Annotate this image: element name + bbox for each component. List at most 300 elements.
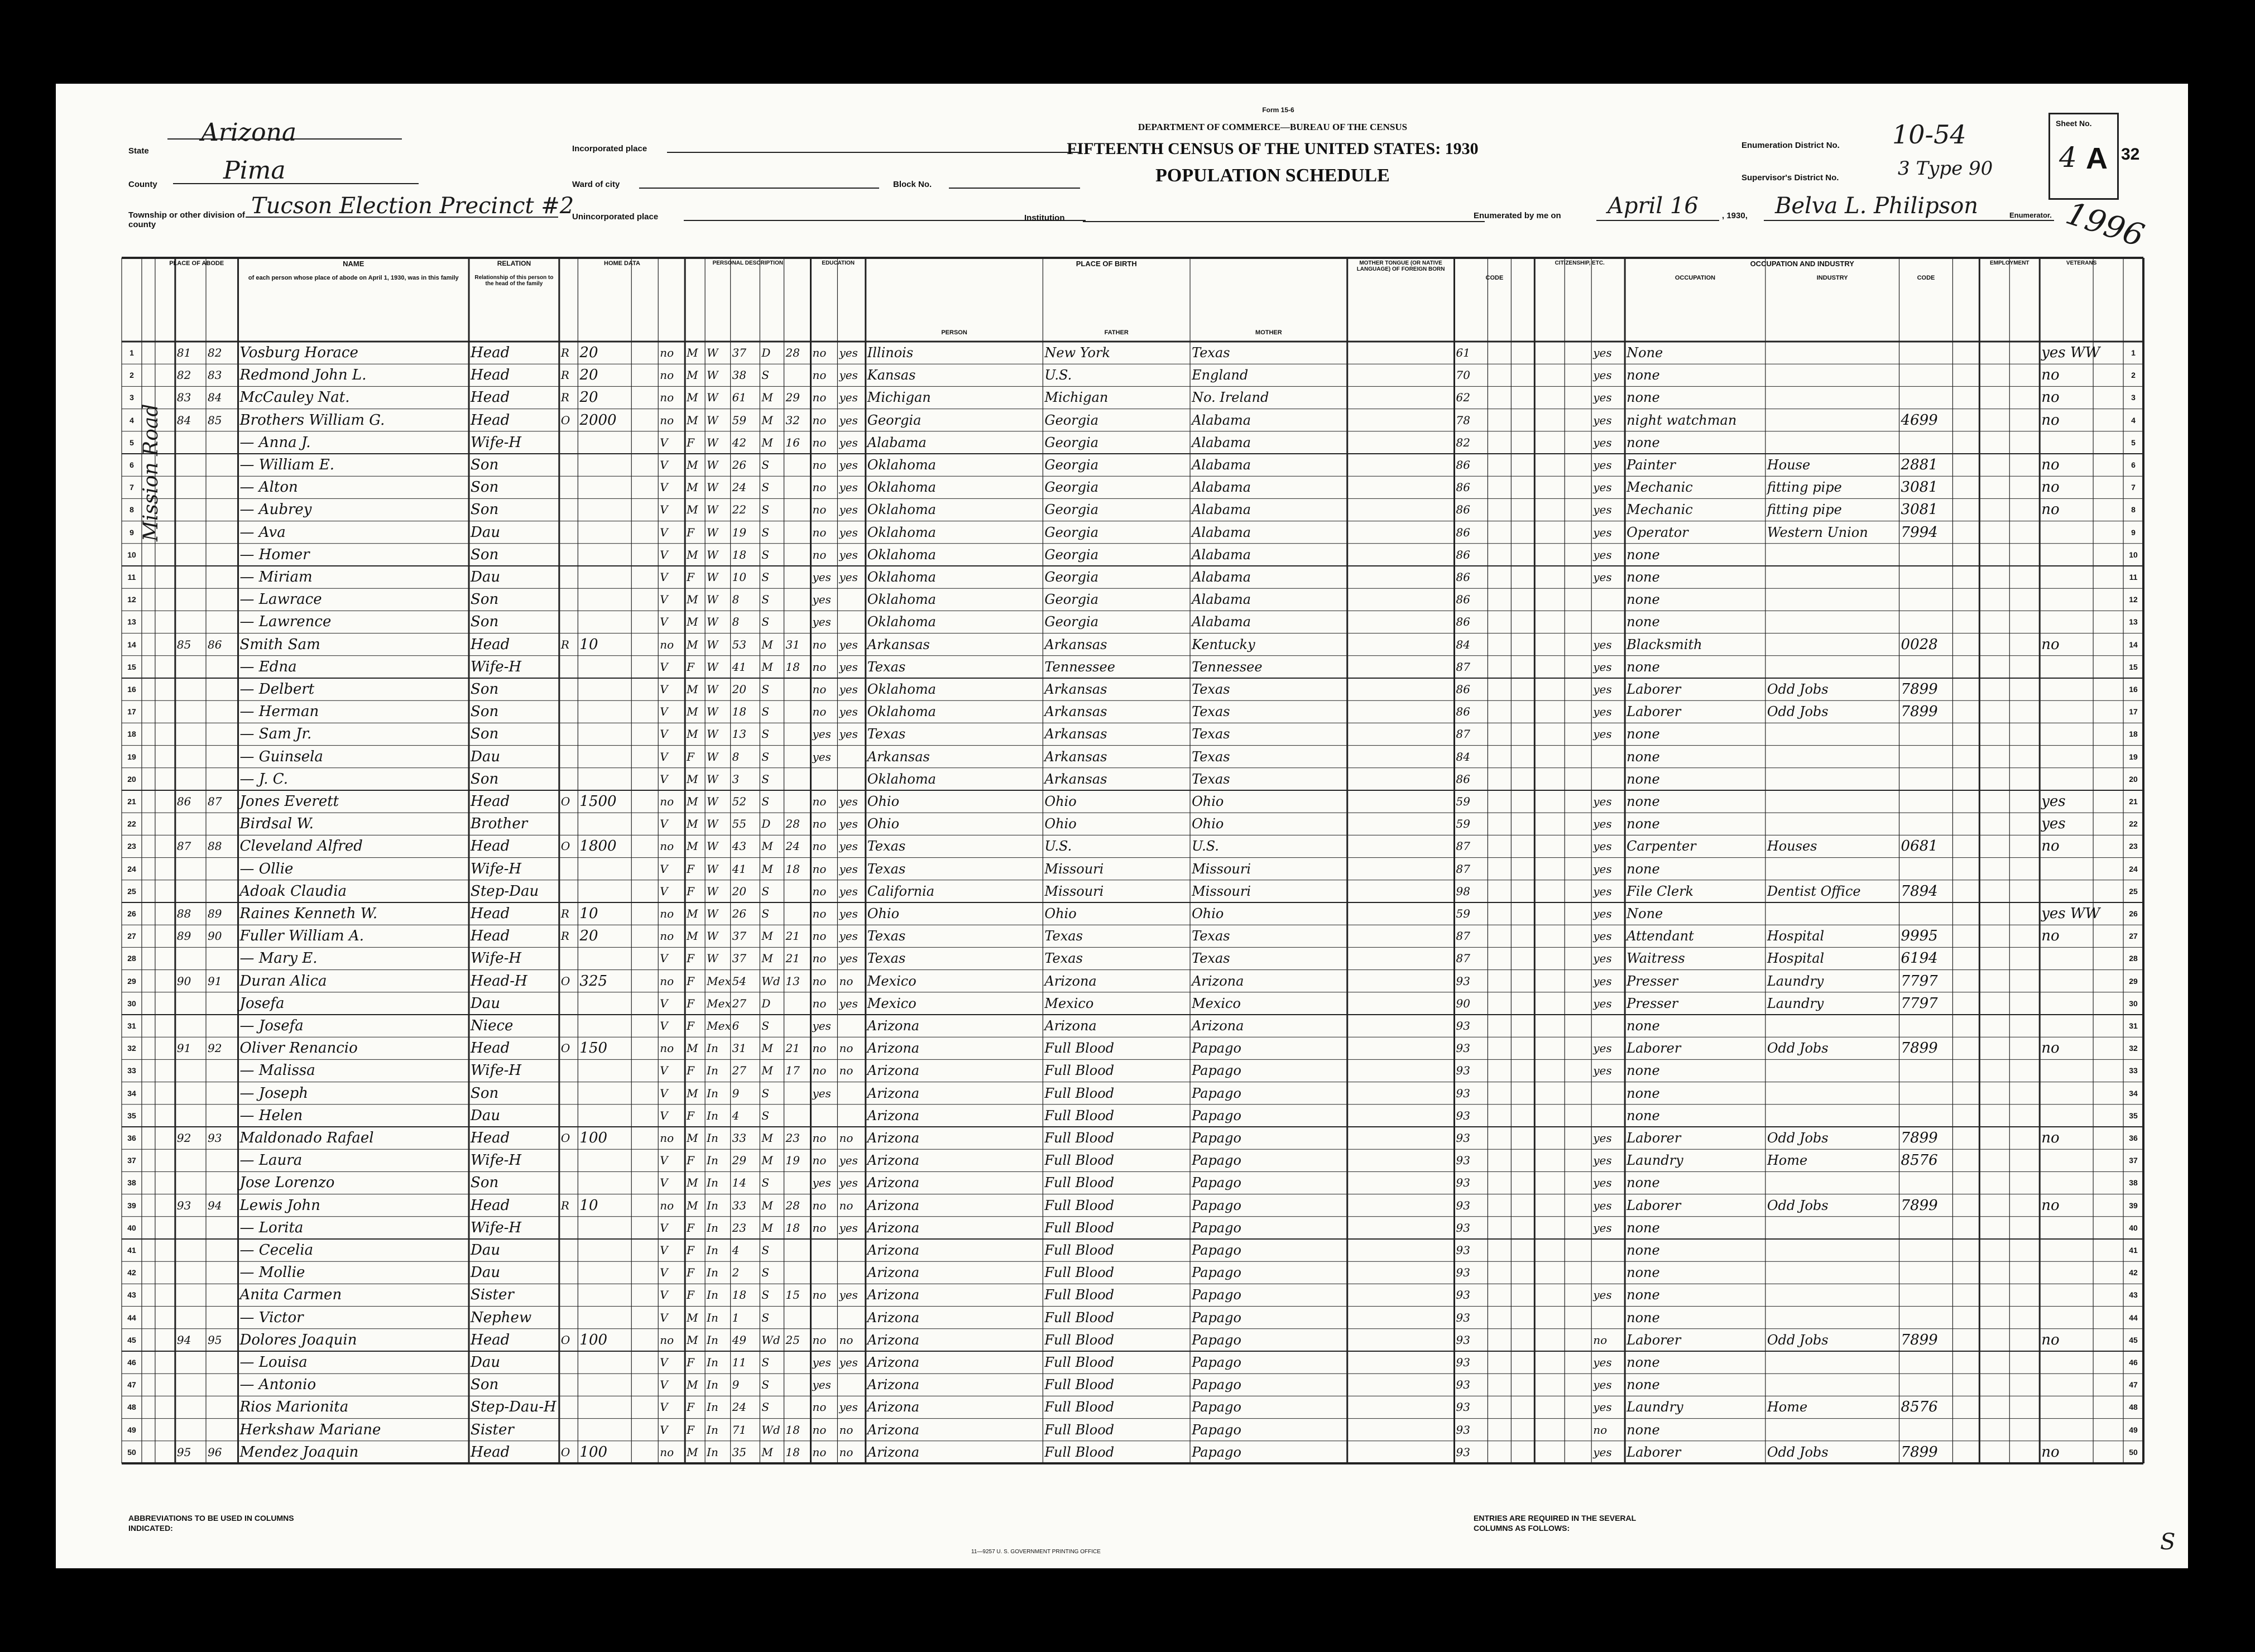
row-number-left: 15 <box>127 662 136 671</box>
cell-bp: Oklahoma <box>867 569 936 585</box>
cell-bp: Oklahoma <box>867 457 936 473</box>
row-number-right: 7 <box>2131 483 2136 492</box>
cell-name: Cleveland Alfred <box>239 838 363 855</box>
cell-fbp: Mexico <box>1044 995 1094 1011</box>
cell-vet: yes <box>2041 793 2066 810</box>
cell-occ: Laborer <box>1627 1332 1681 1348</box>
cell-rel: Dau <box>471 748 501 765</box>
cell-occ: none <box>1627 659 1660 675</box>
cell-name: Adoak Claudia <box>239 882 347 900</box>
cell-en: yes <box>1593 727 1612 741</box>
cell-fbp: New York <box>1044 345 1110 361</box>
row-number-left: 1 <box>129 348 134 357</box>
cell-farm: V <box>660 570 668 584</box>
row-number-right: 2 <box>2131 371 2136 380</box>
cell-sex: F <box>687 660 695 674</box>
cell-name: — Ollie <box>239 860 294 877</box>
cell-fbp: Michigan <box>1044 390 1109 406</box>
cell-race: In <box>707 1131 718 1145</box>
cell-agem: 19 <box>785 1154 800 1168</box>
cell-ms: S <box>761 458 770 472</box>
row-number-right: 48 <box>2129 1403 2138 1412</box>
cell-sex: M <box>687 593 698 607</box>
cell-val <box>579 1261 631 1284</box>
cell-vet: no <box>2041 928 2060 945</box>
cell-own: R <box>560 1198 569 1212</box>
cell-en <box>1593 1239 1624 1261</box>
cell-rel: Dau <box>471 1242 501 1259</box>
cell-sch: yes <box>812 750 831 763</box>
cell-mbp: Texas <box>1192 748 1230 765</box>
cell-ind <box>1767 1171 1899 1194</box>
cell-race: W <box>707 525 718 539</box>
cell-sex: F <box>687 1400 695 1414</box>
cell-sex: M <box>687 458 698 472</box>
cell-agem: 21 <box>785 952 800 966</box>
cell-en: yes <box>1593 570 1612 584</box>
cell-own: O <box>560 1131 570 1145</box>
cell-sch: yes <box>812 615 831 629</box>
cell-race: In <box>707 1400 718 1414</box>
cell-age: 54 <box>732 974 747 988</box>
row-number-left: 9 <box>129 527 134 537</box>
cell-occ: none <box>1627 816 1660 832</box>
cell-vet <box>2041 1217 2093 1239</box>
cell-age: 59 <box>732 413 747 427</box>
row-number-left: 10 <box>127 550 136 559</box>
cell-vet <box>2041 1351 2093 1374</box>
row-number-right: 34 <box>2129 1088 2138 1098</box>
cell-dw <box>177 431 205 454</box>
cell-oc <box>1901 588 1952 611</box>
row-number-right: 21 <box>2129 797 2138 806</box>
cell-oc <box>1901 1239 1952 1261</box>
cell-farm: V <box>660 1356 668 1369</box>
cell-fbp: Georgia <box>1044 434 1099 450</box>
cell-sch: no <box>812 660 827 674</box>
cell-age: 41 <box>732 660 747 674</box>
cell-agem <box>786 454 810 476</box>
cell-age: 4 <box>732 1108 740 1122</box>
cell-mbp: Ohio <box>1192 906 1224 921</box>
cell-dw <box>177 544 205 566</box>
cell-fbp: Full Blood <box>1044 1399 1115 1415</box>
row-number-left: 12 <box>127 595 136 604</box>
cell-ms: S <box>761 727 770 741</box>
cell-age: 33 <box>732 1131 747 1145</box>
row-number-left: 22 <box>127 819 136 829</box>
cell-bp: Arizona <box>867 1399 920 1415</box>
cell-rel: Son <box>471 770 499 787</box>
row-number-right: 49 <box>2129 1425 2138 1434</box>
cell-rd: yes <box>839 481 858 494</box>
cell-own <box>561 1284 578 1306</box>
row-number-left: 43 <box>127 1290 136 1300</box>
cell-occ: File Clerk <box>1627 883 1694 899</box>
cell-agem <box>786 1351 810 1374</box>
cell-farm: no <box>660 1041 674 1055</box>
cell-val: 150 <box>579 1040 608 1057</box>
row-number-left: 34 <box>127 1088 136 1098</box>
cell-fbp: Georgia <box>1044 479 1099 496</box>
cell-name: Brothers William G. <box>239 411 385 429</box>
cell-code: 93 <box>1456 1243 1470 1257</box>
cell-own <box>561 723 578 745</box>
cell-race: In <box>707 1423 718 1437</box>
row-number-right: 45 <box>2129 1335 2138 1344</box>
cell-fbp: Georgia <box>1044 592 1099 608</box>
cell-own <box>561 700 578 723</box>
cell-mbp: Papago <box>1192 1444 1241 1460</box>
cell-val: 10 <box>579 636 598 653</box>
cell-ind <box>1767 1082 1899 1104</box>
cell-mbp: Papago <box>1192 1265 1241 1281</box>
cell-age: 42 <box>732 435 747 449</box>
cell-rd <box>839 1307 865 1329</box>
cell-en: yes <box>1593 817 1612 831</box>
cell-code: 93 <box>1456 1064 1470 1078</box>
cell-en: yes <box>1593 929 1612 943</box>
cell-dw <box>177 1374 205 1396</box>
cell-agem <box>786 1307 810 1329</box>
cell-occ: Laborer <box>1627 1130 1681 1146</box>
cell-race: W <box>707 952 718 966</box>
cell-en: yes <box>1593 525 1612 539</box>
cell-agem: 18 <box>785 862 800 876</box>
cell-en: yes <box>1593 503 1612 517</box>
cell-rd: yes <box>839 503 858 517</box>
cell-name: — Guinsela <box>239 748 323 765</box>
cell-ind <box>1767 790 1899 813</box>
cell-rd <box>839 1239 865 1261</box>
cell-agem <box>786 588 810 611</box>
cell-fbp: Full Blood <box>1044 1332 1115 1348</box>
cell-dw: 95 <box>176 1445 191 1459</box>
cell-sch: yes <box>812 593 831 607</box>
cell-bp: Texas <box>867 838 906 854</box>
cell-rd: yes <box>839 637 858 651</box>
cell-bp: Arizona <box>867 1444 920 1460</box>
cell-fam <box>208 813 238 835</box>
cell-own <box>561 611 578 633</box>
cell-age: 20 <box>732 884 747 898</box>
header-occupation: OCCUPATION <box>1675 275 1716 281</box>
row-number-right: 15 <box>2129 662 2138 671</box>
cell-fbp: Full Blood <box>1044 1287 1115 1303</box>
cell-dw <box>177 1059 205 1082</box>
cell-sch: no <box>812 458 827 472</box>
cell-own: R <box>560 907 569 920</box>
cell-sch: no <box>812 996 827 1010</box>
cell-ind <box>1767 588 1899 611</box>
cell-sex: F <box>687 1108 695 1122</box>
cell-fbp: Arizona <box>1044 973 1097 989</box>
cell-rd: no <box>839 1198 853 1212</box>
cell-race: In <box>707 1154 718 1168</box>
cell-occ: none <box>1627 861 1660 877</box>
cell-rel: Head <box>471 793 510 810</box>
cell-oc <box>1901 386 1952 409</box>
cell-sex: F <box>687 1243 695 1257</box>
cell-race: In <box>707 1333 718 1347</box>
cell-occ: Carpenter <box>1627 838 1696 854</box>
cell-farm: V <box>660 1266 668 1280</box>
cell-rel: Nephew <box>471 1309 532 1326</box>
cell-vet <box>2041 700 2093 723</box>
cell-occ: none <box>1627 726 1660 742</box>
cell-race: W <box>707 839 718 853</box>
cell-code: 86 <box>1456 683 1470 696</box>
cell-ms: S <box>761 884 770 898</box>
cell-ms: S <box>761 1400 770 1414</box>
cell-oc <box>1901 1059 1952 1082</box>
cell-ind: Home <box>1767 1399 1808 1415</box>
cell-sex: F <box>687 1154 695 1168</box>
sheet-number: 4 <box>2059 141 2077 174</box>
cell-ms: M <box>761 413 773 427</box>
row-number-left: 2 <box>129 371 134 380</box>
cell-rel: Wife-H <box>471 950 522 967</box>
row-number-left: 35 <box>127 1111 136 1120</box>
row-number-left: 45 <box>127 1335 136 1344</box>
cell-race: W <box>707 795 718 808</box>
cell-agem <box>786 1104 810 1127</box>
cell-code: 93 <box>1456 1154 1470 1168</box>
cell-own <box>561 1351 578 1374</box>
cell-vet: no <box>2041 838 2060 855</box>
cell-ms: S <box>761 1019 770 1032</box>
cell-rd: yes <box>839 929 858 943</box>
cell-sch: no <box>812 1041 827 1055</box>
cell-farm: V <box>660 727 668 741</box>
cell-dw <box>177 1307 205 1329</box>
cell-oc: 7899 <box>1901 703 1938 721</box>
cell-en: no <box>1593 1423 1608 1437</box>
row-number-left: 19 <box>127 752 136 761</box>
cell-ms: S <box>761 1310 770 1324</box>
institution-label: Institution <box>1024 213 1065 223</box>
cell-en: yes <box>1593 1288 1612 1302</box>
cell-rd: yes <box>839 570 858 584</box>
cell-age: 4 <box>732 1243 740 1257</box>
cell-vet: no <box>2041 457 2060 473</box>
cell-sex: M <box>687 727 698 741</box>
row-number-left: 50 <box>127 1447 136 1457</box>
cell-occ: none <box>1627 1175 1660 1191</box>
enumerated-date: April 16 <box>1608 193 1699 219</box>
cell-bp: Texas <box>867 861 906 877</box>
cell-own: R <box>560 391 569 405</box>
cell-vet <box>2041 588 2093 611</box>
cell-oc <box>1901 1374 1952 1396</box>
row-number-left: 18 <box>127 729 136 739</box>
cell-bp: Oklahoma <box>867 546 936 563</box>
cell-age: 27 <box>732 1064 747 1078</box>
cell-dw <box>177 880 205 902</box>
cell-agem: 29 <box>785 391 800 405</box>
cell-vet: no <box>2041 1197 2060 1214</box>
cell-fam <box>208 588 238 611</box>
cell-name: Anita Carmen <box>239 1286 342 1304</box>
entries-title: ENTRIES ARE REQUIRED IN THE SEVERAL COLUMNS AS FOLLOWS: <box>1474 1514 1636 1533</box>
cell-fam <box>208 1307 238 1329</box>
cell-rel: Dau <box>471 569 501 585</box>
cell-ind <box>1767 1239 1899 1261</box>
row-number-left: 20 <box>127 774 136 784</box>
row-number-right: 18 <box>2129 729 2138 739</box>
cell-name: — Mary E. <box>239 950 318 967</box>
cell-rel: Head <box>471 928 510 945</box>
cell-fam: 87 <box>208 795 222 808</box>
cell-ind <box>1767 723 1899 745</box>
cell-rd: yes <box>839 884 858 898</box>
cell-mbp: Papago <box>1192 1152 1241 1169</box>
cell-code: 93 <box>1456 1400 1470 1414</box>
cell-name: Jose Lorenzo <box>239 1174 335 1192</box>
cell-fam <box>208 544 238 566</box>
cell-own <box>561 1307 578 1329</box>
cell-bp: Ohio <box>867 794 900 809</box>
cell-ms: D <box>761 817 771 831</box>
row-number-left: 32 <box>127 1044 136 1053</box>
cell-code: 62 <box>1456 391 1470 405</box>
cell-val <box>579 588 631 611</box>
cell-name: Smith Sam <box>239 636 320 653</box>
cell-sex: M <box>687 772 698 786</box>
cell-farm: no <box>660 929 674 943</box>
cell-code: 59 <box>1456 907 1470 920</box>
row-number-right: 4 <box>2131 415 2136 425</box>
cell-dw <box>177 700 205 723</box>
cell-oc <box>1901 813 1952 835</box>
cell-fam: 96 <box>208 1445 222 1459</box>
cell-oc <box>1901 1307 1952 1329</box>
cell-en: yes <box>1593 1198 1612 1212</box>
cell-ind <box>1767 1059 1899 1082</box>
cell-en <box>1593 768 1624 790</box>
cell-vet <box>2041 1015 2093 1037</box>
cell-en: yes <box>1593 346 1612 359</box>
cell-ind <box>1767 364 1899 386</box>
row-number-left: 16 <box>127 685 136 694</box>
cell-fbp: Georgia <box>1044 457 1099 473</box>
cell-bp: Ohio <box>867 906 900 921</box>
row-number-left: 17 <box>127 707 136 717</box>
cell-en: yes <box>1593 481 1612 494</box>
cell-dw: 91 <box>176 1041 191 1055</box>
cell-farm: no <box>660 1131 674 1145</box>
cell-own: O <box>560 974 570 988</box>
cell-rel: Head <box>471 1040 510 1057</box>
cell-name: — Louisa <box>239 1354 308 1371</box>
cell-oc: 7899 <box>1901 681 1938 698</box>
cell-ind: Odd Jobs <box>1767 1197 1829 1213</box>
cell-race: In <box>707 1266 718 1280</box>
cell-dw <box>177 768 205 790</box>
cell-val <box>579 1104 631 1127</box>
cell-ms: S <box>761 772 770 786</box>
cell-dw: 81 <box>176 346 191 359</box>
cell-fbp: Arkansas <box>1044 771 1107 787</box>
cell-mbp: Arizona <box>1192 1018 1244 1034</box>
cell-farm: V <box>660 772 668 786</box>
row-number-left: 33 <box>127 1066 136 1075</box>
cell-race: W <box>707 548 718 561</box>
cell-code: 87 <box>1456 862 1470 876</box>
cell-own <box>561 454 578 476</box>
cell-val <box>579 992 631 1015</box>
cell-ms: M <box>761 1041 773 1055</box>
cell-val: 2000 <box>579 411 617 429</box>
cell-oc: 4699 <box>1901 411 1938 429</box>
cell-sex: M <box>687 1131 698 1145</box>
cell-mbp: Alabama <box>1192 502 1251 518</box>
cell-vet <box>2041 611 2093 633</box>
cell-val: 20 <box>579 389 598 406</box>
cell-race: Mex <box>707 1019 731 1032</box>
row-number-right: 27 <box>2129 931 2138 941</box>
cell-en: yes <box>1593 458 1612 472</box>
header-code: CODE <box>1485 275 1504 281</box>
cell-own <box>561 544 578 566</box>
cell-code: 93 <box>1456 1086 1470 1100</box>
cell-race: W <box>707 660 718 674</box>
cell-age: 8 <box>732 615 740 629</box>
cell-mbp: Texas <box>1192 704 1230 720</box>
cell-farm: no <box>660 1445 674 1459</box>
cell-own <box>561 768 578 790</box>
cell-rd: yes <box>839 1221 858 1235</box>
cell-ind: Laundry <box>1767 995 1824 1011</box>
cell-name: Redmond John L. <box>239 367 367 384</box>
cell-bp: Arizona <box>867 1309 920 1326</box>
cell-sex: F <box>687 435 695 449</box>
cell-farm: no <box>660 413 674 427</box>
cell-dw <box>177 678 205 700</box>
cell-farm: V <box>660 1288 668 1302</box>
cell-occ: Presser <box>1627 973 1678 989</box>
cell-rd: yes <box>839 1288 858 1302</box>
cell-mbp: Texas <box>1192 771 1230 787</box>
cell-race: W <box>707 637 718 651</box>
cell-age: 26 <box>732 458 747 472</box>
cell-fam <box>208 611 238 633</box>
cell-sch: no <box>812 974 827 988</box>
cell-en <box>1593 588 1624 611</box>
cell-occ: none <box>1627 569 1660 585</box>
cell-race: W <box>707 683 718 696</box>
cell-code: 93 <box>1456 1266 1470 1280</box>
cell-en: yes <box>1593 1400 1612 1414</box>
cell-code: 87 <box>1456 952 1470 966</box>
cell-occ: none <box>1627 794 1660 809</box>
row-number-right: 14 <box>2129 640 2138 649</box>
cell-own <box>561 1396 578 1418</box>
cell-mbp: Papago <box>1192 1355 1241 1370</box>
cell-sch: no <box>812 435 827 449</box>
cell-bp: Oklahoma <box>867 524 936 540</box>
cell-age: 31 <box>732 1041 747 1055</box>
cell-vet: no <box>2041 389 2060 406</box>
cell-mbp: Missouri <box>1192 883 1251 899</box>
cell-race: W <box>707 593 718 607</box>
row-number-right: 22 <box>2129 819 2138 829</box>
cell-age: 55 <box>732 817 747 831</box>
cell-dw <box>177 746 205 768</box>
cell-fam: 93 <box>208 1131 222 1145</box>
cell-ind: Dentist Office <box>1767 883 1861 899</box>
cell-val: 1500 <box>579 793 617 810</box>
